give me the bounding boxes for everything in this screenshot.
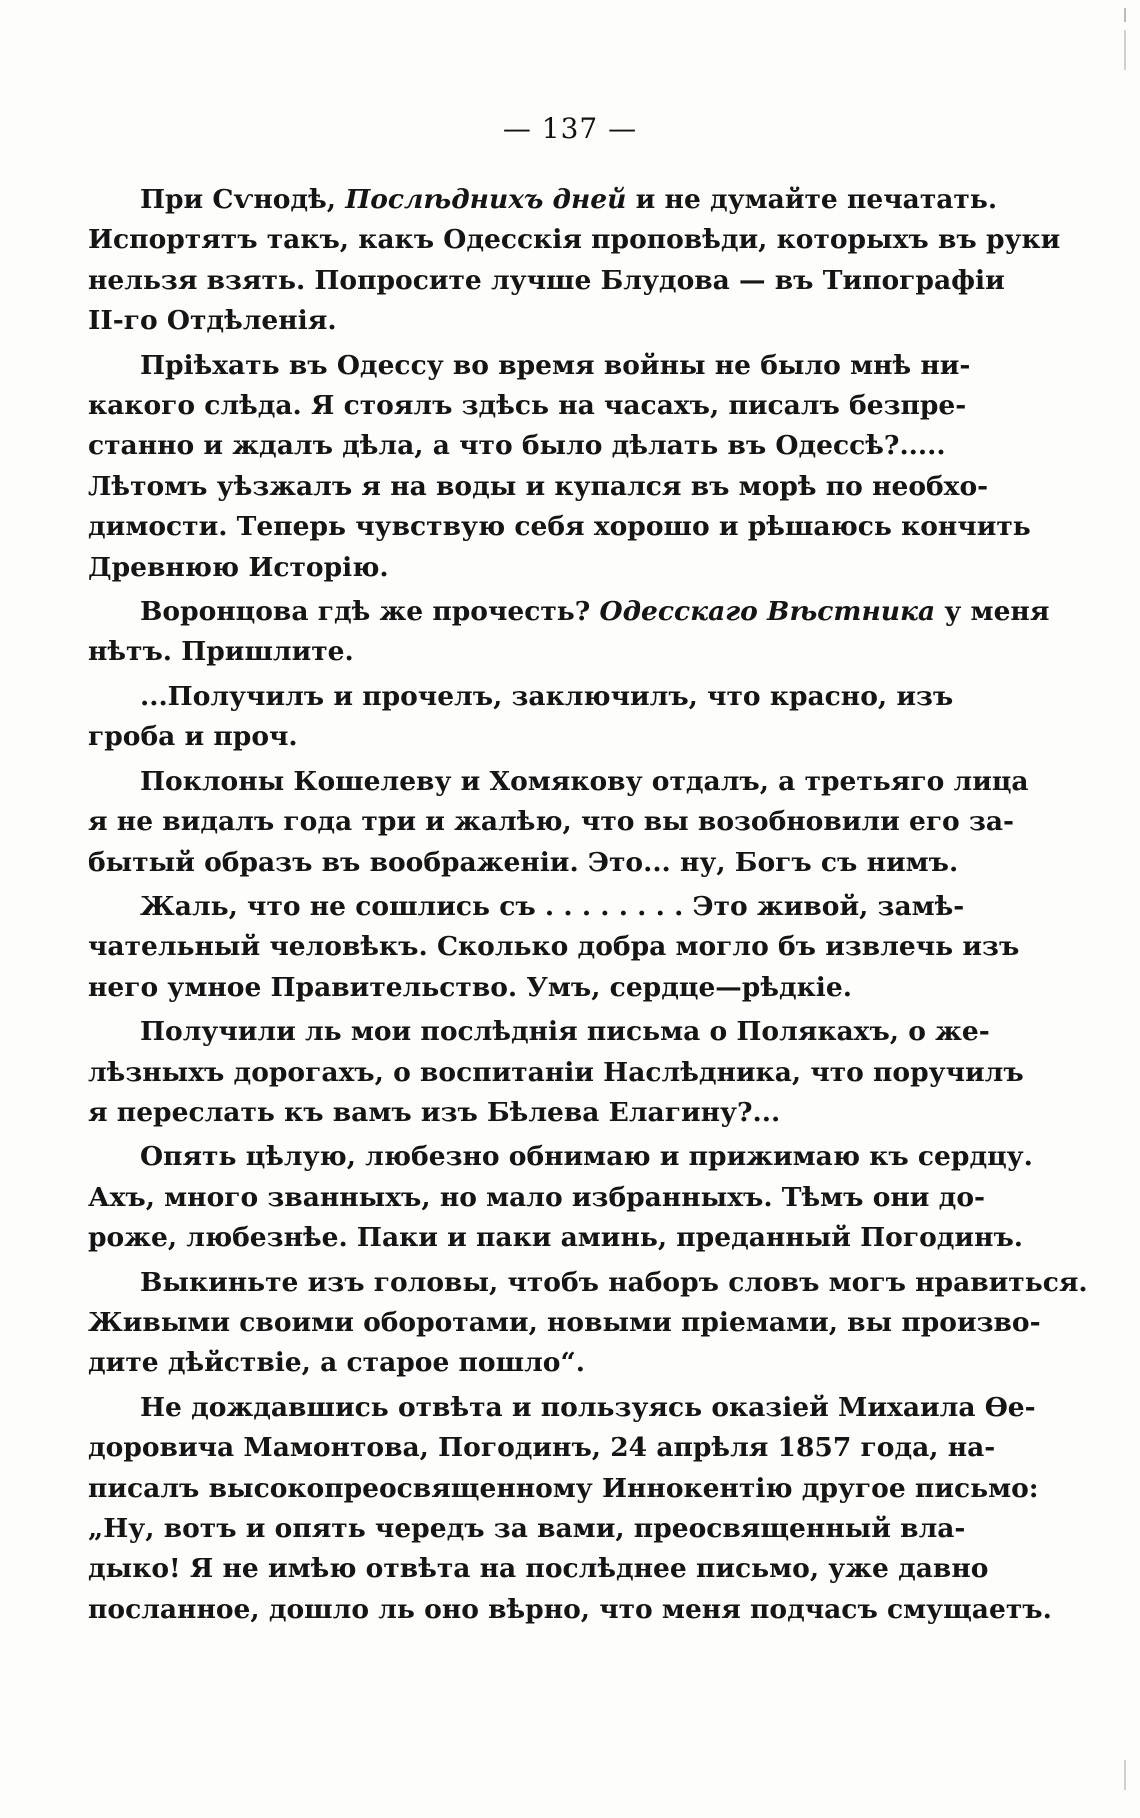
text-line — [88, 467, 989, 507]
paragraph — [88, 677, 954, 758]
text-segment: Поклоны Кошелеву и Хомякову отдалъ, а третьяго лица — [140, 765, 1029, 797]
text-segment: какого слѣда. Я стоялъ здѣсь на часахъ, писалъ безпре- — [88, 390, 967, 422]
text-segment: него умное Правительство. Умъ, сердце—рѣдкіе. — [88, 971, 852, 1003]
text-segment: Опять цѣлую, любезно обнимаю и прижимаю къ сердцу. — [140, 1141, 1033, 1173]
text-line — [88, 1178, 985, 1218]
text-segment: „Ну, вотъ и опять чередъ за вами, преосвященный вла- — [88, 1513, 966, 1544]
text-line — [88, 180, 998, 220]
text-line — [88, 1303, 1041, 1343]
paragraph — [88, 180, 1061, 342]
page-text-body — [88, 180, 1088, 1630]
text-segment: Воронцова гдѣ же прочесть? — [140, 596, 600, 628]
text-line — [88, 1509, 966, 1549]
paragraph — [88, 1137, 1033, 1258]
text-segment: Жаль, что не сошлись съ . . . . . . . . Это живой, замѣ- — [140, 890, 965, 922]
text-segment: и не думайте печатать. — [626, 184, 998, 215]
text-segment: II-го Отдѣленія. — [88, 305, 337, 337]
page-number: — 137 — — [502, 112, 638, 145]
text-line — [88, 1469, 1039, 1509]
text-line — [88, 1012, 990, 1052]
text-line — [88, 592, 1050, 632]
text-segment: бытый образъ въ воображеніи. Это... ну, Богъ съ нимъ. — [88, 846, 959, 878]
text-segment: ...Получилъ и прочелъ, заключилъ, что красно, изъ — [140, 680, 954, 712]
paragraph — [88, 1263, 1088, 1384]
text-segment: доровича Мамонтова, Погодинъ, 24 апрѣля 1857 года, на- — [88, 1432, 996, 1464]
text-segment: Живыми своими оборотами, новыми пріемами, вы произво- — [88, 1306, 1041, 1338]
text-line — [88, 717, 928, 757]
text-line — [88, 1590, 1052, 1630]
text-segment: Испортятъ такъ, какъ Одесскія проповѣди, которыхъ въ руки — [88, 224, 1061, 256]
text-segment: Получили ль мои послѣднія письма о Полякахъ, о же- — [140, 1016, 990, 1048]
paragraph — [88, 1388, 1052, 1630]
text-segment: я переслать къ вамъ изъ Бѣлева Елагину?... — [88, 1096, 781, 1128]
text-segment: Ахъ, много званныхъ, но мало избранныхъ. Тѣмъ они до- — [88, 1181, 985, 1213]
text-line — [88, 220, 1061, 260]
italic-text: Послѣднихъ дней — [345, 184, 627, 215]
text-line — [88, 1388, 1036, 1428]
text-line — [88, 1343, 928, 1383]
text-segment: Пріѣхать въ Одессу во время войны не было мнѣ ни- — [140, 349, 971, 381]
text-line — [88, 887, 965, 927]
text-line — [88, 386, 967, 426]
text-line — [88, 1549, 989, 1589]
paragraph — [88, 762, 1029, 883]
text-segment: димости. Теперь чувствую себя хорошо и рѣшаюсь кончить — [88, 511, 1031, 543]
text-segment: у меня — [935, 596, 1050, 628]
text-segment: посланное, дошло ль оно вѣрно, что меня подчасъ смущаетъ. — [88, 1593, 1052, 1625]
text-segment: дите дѣйствіе, а старое пошло“. — [88, 1347, 585, 1379]
text-line — [88, 677, 954, 717]
text-line — [88, 968, 928, 1008]
text-segment: лѣзныхъ дорогахъ, о воспитаніи Наслѣдника, что поручилъ — [88, 1056, 1024, 1088]
text-segment: писалъ высокопреосвященному Иннокентію другое письмо: — [88, 1472, 1039, 1504]
text-line — [88, 1093, 928, 1133]
scan-edge-mark — [1124, 30, 1126, 70]
paragraph — [88, 887, 1020, 1008]
paragraph — [88, 1012, 1024, 1133]
text-line — [88, 843, 959, 883]
text-segment: нельзя взять. Попросите лучше Блудова — въ Типографіи — [88, 264, 1005, 296]
text-line — [88, 1263, 1088, 1303]
text-segment: гроба и проч. — [88, 721, 298, 753]
scan-edge-mark — [1124, 1760, 1126, 1790]
text-segment: Не дождавшись отвѣта и пользуясь оказіей Михаила Ѳе- — [140, 1391, 1036, 1423]
text-line — [88, 632, 928, 672]
scan-edge-mark — [1124, 8, 1126, 22]
text-line — [88, 1218, 1024, 1258]
text-line — [88, 548, 928, 588]
text-segment: При Сѵнодѣ, — [140, 184, 346, 215]
text-segment: Лѣтомъ уѣзжалъ я на воды и купался въ морѣ по необхо- — [88, 470, 989, 502]
text-segment: роже, любезнѣе. Паки и паки аминь, преданный Погодинъ. — [88, 1222, 1024, 1254]
text-line — [88, 762, 1029, 802]
text-segment: я не видалъ года три и жалѣю, что вы возобновили его за- — [88, 806, 1015, 838]
paragraph — [88, 592, 1050, 673]
text-line — [88, 301, 928, 341]
paragraph — [88, 346, 1031, 588]
text-segment: дыко! Я не имѣю отвѣта на послѣднее письмо, уже давно — [88, 1553, 989, 1585]
italic-text: Одесскаго Вѣстника — [599, 596, 936, 628]
text-line — [88, 507, 1031, 547]
text-segment: нѣтъ. Пришлите. — [88, 636, 354, 668]
text-line — [88, 927, 1020, 967]
text-line — [88, 261, 1005, 301]
text-segment: Древнюю Исторію. — [88, 551, 389, 583]
text-line — [88, 1428, 996, 1468]
text-segment: Выкиньте изъ головы, чтобъ наборъ словъ могъ нравиться. — [140, 1266, 1088, 1298]
text-line — [88, 802, 1015, 842]
text-line — [88, 1137, 1033, 1177]
text-segment: чательный человѣкъ. Сколько добра могло бъ извлечь изъ — [88, 931, 1020, 963]
text-line — [88, 1053, 1024, 1093]
text-line — [88, 346, 971, 386]
text-segment: станно и ждалъ дѣла, а что было дѣлать въ Одессѣ?..... — [88, 430, 946, 462]
text-line — [88, 426, 946, 466]
